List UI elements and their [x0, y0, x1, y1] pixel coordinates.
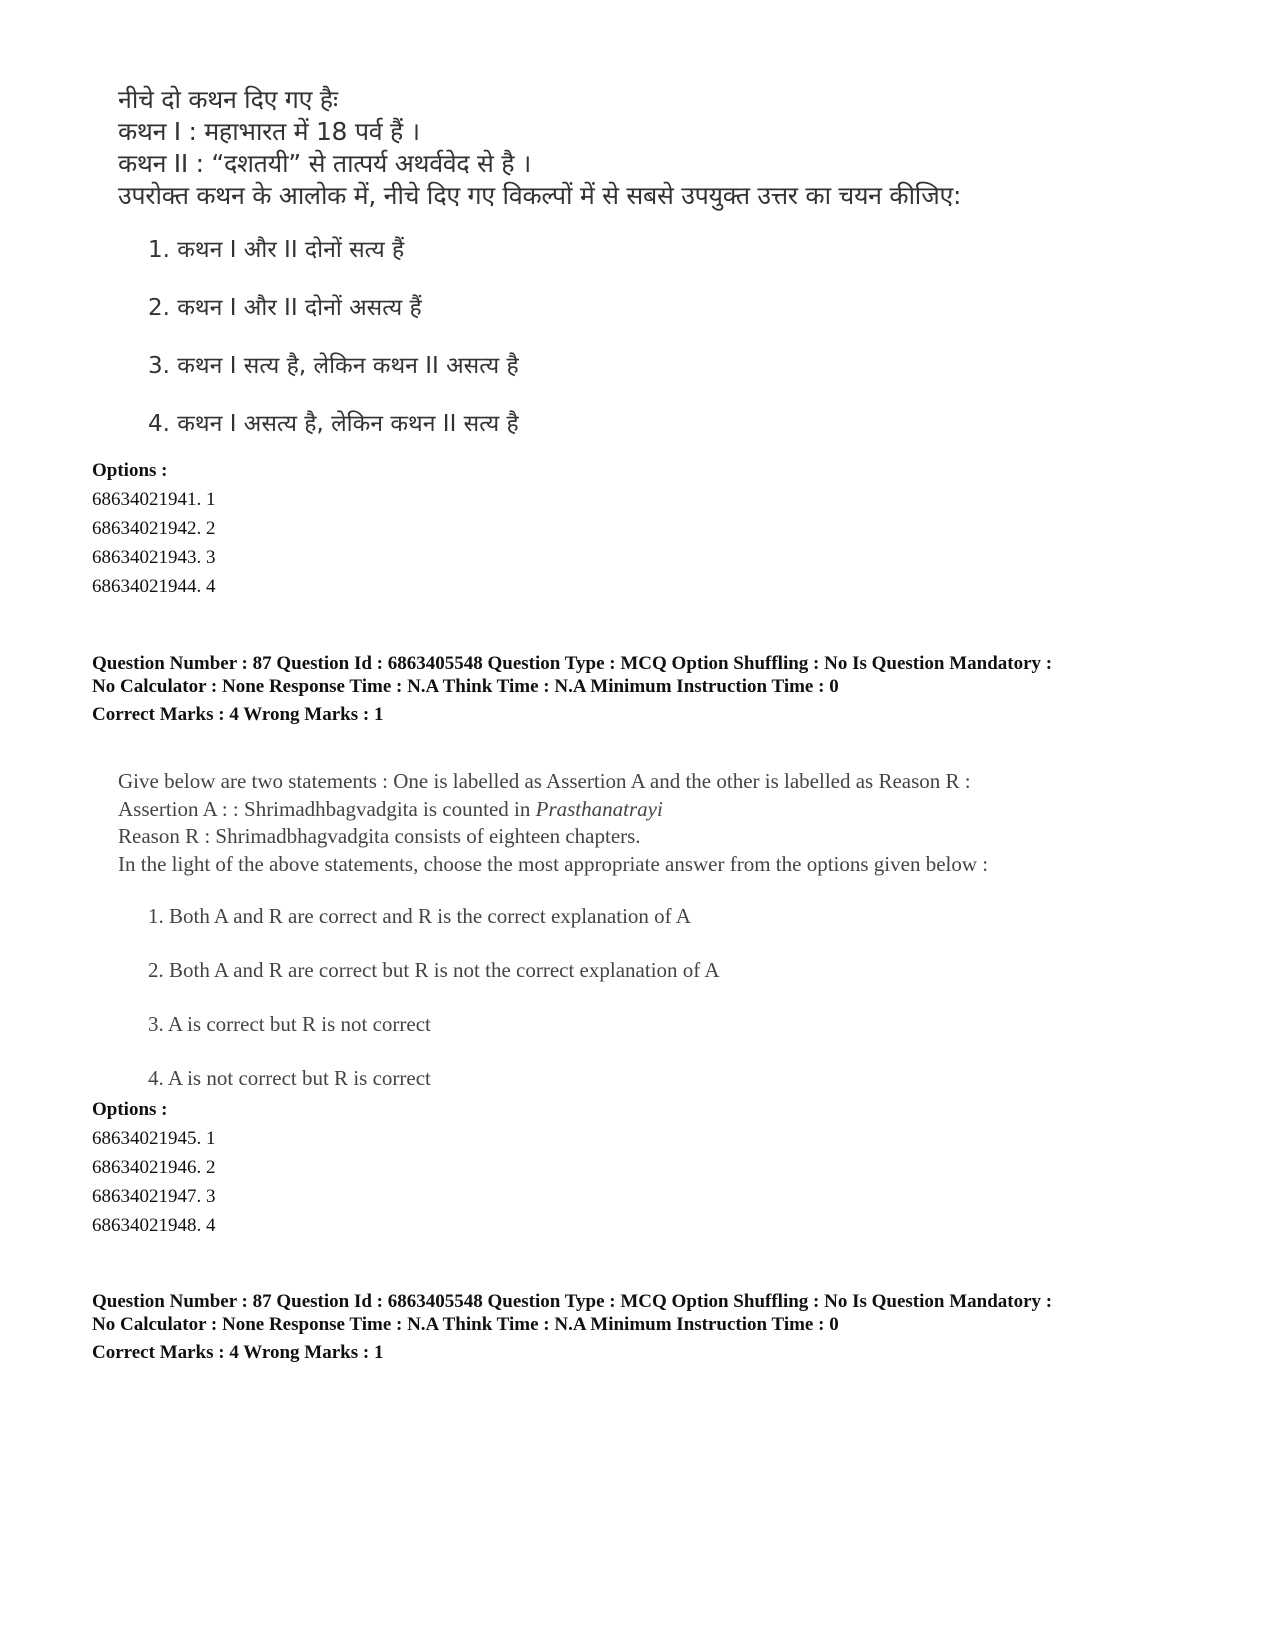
choice-item: 2. Both A and R are correct but R is not the correct explanation of A [148, 958, 720, 982]
statement-1: कथन I : महाभारत में 18 पर्व हैं । [118, 117, 420, 146]
option-item: 68634021941. 1 [92, 489, 216, 510]
options-block-2 [92, 1095, 216, 1240]
question-intro: Give below are two statements : One is labelled as Assertion A and the other is labelled as Reason R : [118, 769, 971, 793]
meta-line-1: Question Number : 87 Question Id : 6863405548 Question Type : MCQ Option Shuffling : No Is Question Mandatory : [92, 653, 1053, 674]
choice-item: 1. कथन I और II दोनों सत्य हैं [148, 237, 405, 263]
choice-item: 2. कथन I और II दोनों असत्य हैं [148, 295, 422, 321]
choice-item: 4. कथन I असत्य है, लेकिन कथन II सत्य है [148, 411, 519, 437]
question-meta-1 [92, 652, 1242, 726]
option-item: 68634021947. 3 [92, 1186, 216, 1207]
choice-list [118, 902, 1218, 1118]
choice-item: 1. Both A and R are correct and R is the correct explanation of A [148, 904, 691, 928]
assertion-term: Prasthanatrayi [535, 796, 663, 821]
statement-2: कथन II : “दशतयी” से तात्पर्य अथर्ववेद से है । [118, 149, 532, 178]
choice-item: 3. कथन I सत्य है, लेकिन कथन II असत्य है [148, 353, 519, 379]
choice-item: 3. A is correct but R is not correct [148, 1012, 431, 1036]
assertion-text: Assertion A : : Shrimadhbagvadgita is counted in [118, 796, 536, 821]
option-item: 68634021948. 4 [92, 1215, 216, 1236]
question-instruction: उपरोक्त कथन के आलोक में, नीचे दिए गए विकल्पों में से सबसे उपयुक्त उत्तर का चयन कीजिए: [118, 181, 962, 210]
meta-line-1: Question Number : 87 Question Id : 6863405548 Question Type : MCQ Option Shuffling : No Is Question Mandatory : [92, 1291, 1053, 1312]
options-header: Options : [92, 1099, 168, 1120]
assertion [118, 796, 1218, 824]
choice-item: 4. A is not correct but R is correct [148, 1066, 431, 1090]
option-item: 68634021946. 2 [92, 1157, 216, 1178]
meta-line-2: No Calculator : None Response Time : N.A Think Time : N.A Minimum Instruction Time : 0 [92, 1314, 839, 1335]
question-intro: नीचे दो कथन दिए गए हैः [118, 85, 338, 114]
choice-list [118, 234, 1198, 466]
question-instruction: In the light of the above statements, choose the most appropriate answer from the options given below : [118, 851, 989, 876]
meta-line-2: No Calculator : None Response Time : N.A Think Time : N.A Minimum Instruction Time : 0 [92, 676, 839, 697]
question-hindi [118, 84, 1198, 466]
marks-line: Correct Marks : 4 Wrong Marks : 1 [92, 1342, 384, 1363]
option-item: 68634021944. 4 [92, 576, 216, 597]
option-item: 68634021942. 2 [92, 518, 216, 539]
marks-line: Correct Marks : 4 Wrong Marks : 1 [92, 704, 384, 725]
question-english [118, 768, 1218, 1118]
options-block-1 [92, 456, 216, 601]
option-item: 68634021943. 3 [92, 547, 216, 568]
option-item: 68634021945. 1 [92, 1128, 216, 1149]
options-header: Options : [92, 460, 168, 481]
question-meta-2 [92, 1290, 1242, 1364]
reason: Reason R : Shrimadbhagvadgita consists of eighteen chapters. [118, 824, 641, 848]
